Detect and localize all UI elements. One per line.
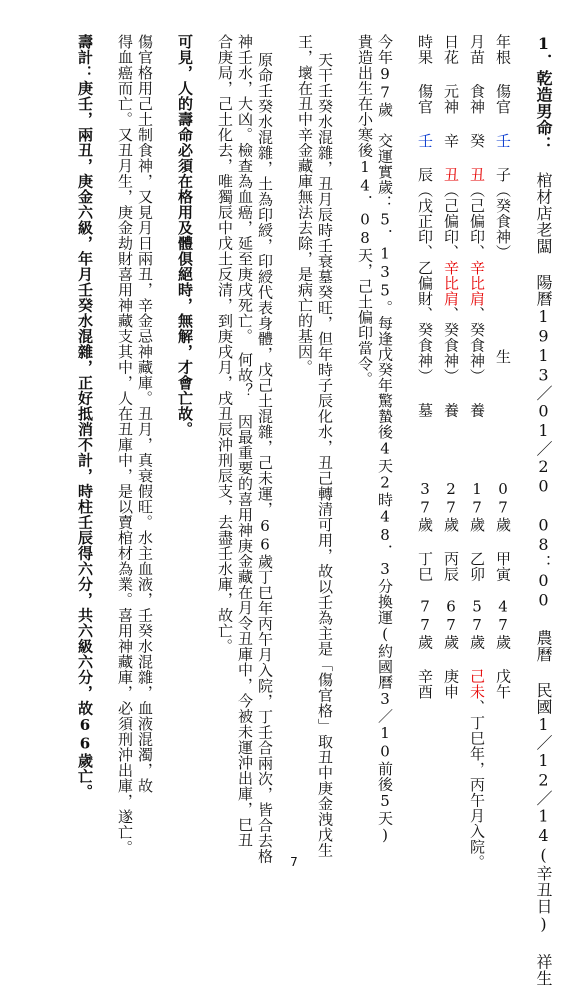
case-title: 1．乾造男命： <box>534 34 553 153</box>
year-stem: 壬 <box>494 133 512 149</box>
month-hidden-1: （己偏印、 <box>468 182 486 260</box>
month-branch: 丑 <box>468 167 486 183</box>
hour-hidden: （戊正印、乙偏財、癸食神） <box>416 182 434 384</box>
para3-line3 <box>216 34 234 654</box>
para4-line1 <box>136 34 154 794</box>
chart-month-column <box>468 34 486 418</box>
month-label: 月苗 <box>468 34 486 65</box>
year-label: 年根 <box>494 34 512 65</box>
conclusion-line <box>176 34 194 437</box>
para5-text: 壽計：庚壬，兩丑，庚金六級，年月壬癸水混雜，正好抵消不計，時柱壬辰得六分，共六級六分，故66歲亡。 <box>76 34 94 800</box>
conclusion-text: 可見，人的壽命必須在格用及體俱絕時，無解，才會亡故。 <box>176 34 194 437</box>
case-title-column <box>534 34 552 987</box>
para4-text-2: 得血癌而亡。又丑月生，庚金劫財喜用神藏支其中，人在丑庫中，是以賣棺材為業。喜用神藏庫，必須刑沖出庫，遂亡。 <box>116 34 134 856</box>
para3-text-1: 原命壬癸水混雜，土為印綬，印綬代表身體，戊己土混雜，己未運，66歲丁巳年丙午月入院，丁壬合兩次，皆合去格 <box>256 52 274 864</box>
para3-text-2: 神壬水，大凶。檢查為血癌，延至庚戌死亡。 何故？ 因最重要的喜用神庚金藏在月令丑庫中，今被未運沖出庫，巳丑 <box>236 34 254 848</box>
day-branch: 丑 <box>442 167 460 183</box>
luck-text-2a: 17歲 乙卯 57歲 <box>468 480 486 669</box>
day-label: 日花 <box>442 34 460 65</box>
luck-row-4 <box>416 480 434 700</box>
hour-stem: 壬 <box>416 133 434 149</box>
hour-label: 時果 <box>416 34 434 65</box>
para3-line1 <box>256 52 274 864</box>
month-hidden-red: 辛比肩 <box>468 260 486 307</box>
year-role: 傷官 <box>494 83 512 115</box>
para1-line1 <box>376 34 394 845</box>
day-hidden-2: 、癸食神） <box>442 306 460 384</box>
para1-text-1: 今年97歲 交運實歲：5．135。每逢戊癸年驚蟄後4天2時48．3分換運(約國曆3／10前後5天) <box>376 34 394 845</box>
hour-branch: 辰 <box>416 167 434 183</box>
para2-text-1: 天干壬癸水混雜，丑月辰時壬衰墓癸旺，但年時子辰化水，丑己轉清可用，故以壬為主是「傷官格」取丑中庚金洩戊生 <box>316 52 334 858</box>
hour-role: 傷官 <box>416 83 434 115</box>
day-role: 元神 <box>442 83 460 115</box>
para4-text-1: 傷官格用己土制食神，又見月日兩丑，辛金忌神藏庫。丑月，真衰假旺。水主血液，壬癸水混雜，血液混濁，故 <box>136 34 154 794</box>
hour-stage: 墓 <box>416 402 434 418</box>
month-hidden-2: 、癸食神） <box>468 306 486 384</box>
luck-row-3 <box>442 480 460 700</box>
luck-text-2red: 己未 <box>468 668 486 700</box>
year-stage: 生 <box>494 348 512 364</box>
para3-text-3: 合庚局，己土化去，唯獨辰中戊土反清，到庚戌月，戌丑辰沖刑辰支，去盡壬水庫，故亡。 <box>216 34 234 654</box>
para4-line2 <box>116 34 134 856</box>
para5-line <box>76 34 94 800</box>
para3-line2 <box>236 34 254 848</box>
luck-row-2 <box>468 480 486 870</box>
day-hidden-red: 辛比肩 <box>442 260 460 307</box>
month-role: 食神 <box>468 83 486 115</box>
chart-hour-column <box>416 34 434 418</box>
birth-dates: 陽曆1913／01／20 08：00 農曆 民國1／12／14(辛丑日) 祥生 <box>534 274 553 987</box>
month-stage: 養 <box>468 402 486 418</box>
para1-line2 <box>356 34 374 387</box>
luck-text-1: 07歲 甲寅 47歲 戊午 <box>494 480 512 700</box>
chart-day-column <box>442 34 460 418</box>
luck-text-3: 27歲 丙辰 67歲 庚申 <box>442 480 460 700</box>
case-subject: 棺材店老闆 <box>534 172 553 255</box>
month-stem: 癸 <box>468 133 486 149</box>
page-number: 7 <box>290 855 298 869</box>
luck-text-4: 37歲 丁巳 77歲 辛酉 <box>416 480 434 700</box>
para1-text-2: 貴造出生在小寒後14．08天，己土偏印當令。 <box>356 34 374 387</box>
day-stage: 養 <box>442 402 460 418</box>
luck-text-2b: 、丁巳年，丙午月入院。 <box>468 699 486 870</box>
chart-year-column <box>494 34 512 364</box>
day-hidden-1: （己偏印、 <box>442 182 460 260</box>
para2-text-2: 王，壞在丑中辛金藏庫無法去除，是病亡的基因。 <box>296 34 314 375</box>
year-hidden: （癸食神） <box>494 182 512 260</box>
para2-line1 <box>316 52 334 858</box>
para2-line2 <box>296 34 314 375</box>
luck-row-1 <box>494 480 512 700</box>
year-branch: 子 <box>494 167 512 183</box>
day-stem: 辛 <box>442 133 460 149</box>
